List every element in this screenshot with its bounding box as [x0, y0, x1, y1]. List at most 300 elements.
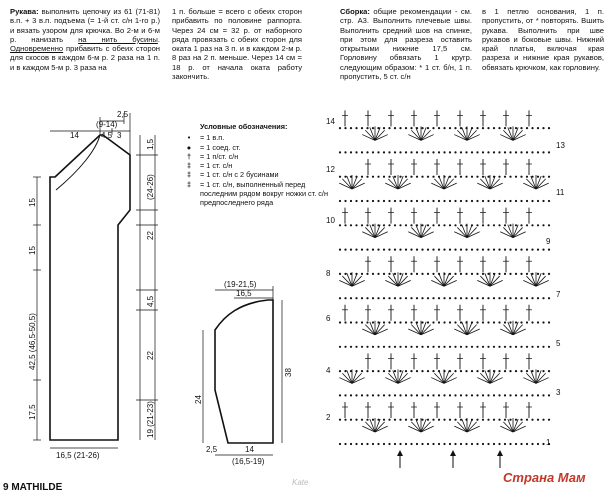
chain-stitch [443, 419, 445, 421]
chain-stitch [421, 273, 423, 275]
chain-stitch [372, 297, 374, 299]
chain-stitch [515, 176, 517, 178]
chain-stitch [344, 224, 346, 226]
chain-stitch [394, 127, 396, 129]
chain-stitch [438, 443, 440, 445]
chain-stitch [465, 394, 467, 396]
chain-stitch [454, 176, 456, 178]
chain-stitch [344, 321, 346, 323]
chain-stitch [388, 346, 390, 348]
fan-stitch [352, 276, 362, 286]
chain-stitch [388, 321, 390, 323]
chain-stitch [339, 419, 341, 421]
chain-stitch [515, 419, 517, 421]
fan-stitch [444, 276, 454, 286]
chain-stitch [421, 321, 423, 323]
chain-stitch [520, 443, 522, 445]
assembly-text-cont: в 1 петлю основания, 1 п. пропустить, от * повторять. Вшить рукава. Выполнить при шве рукавов и боковые швы. Нижний край платья, включая края разреза и нижние края рукавов, обвязать крючком, как горловину. [482, 7, 604, 72]
chain-stitch [388, 273, 390, 275]
chain-stitch [548, 127, 550, 129]
chain-stitch [526, 127, 528, 129]
chain-stitch [548, 224, 550, 226]
chain-stitch [427, 127, 429, 129]
chain-stitch [443, 151, 445, 153]
chain-stitch [537, 370, 539, 372]
chain-stitch [542, 200, 544, 202]
chain-stitch [460, 200, 462, 202]
chain-stitch [416, 273, 418, 275]
chain-stitch [438, 249, 440, 251]
chain-stitch [405, 224, 407, 226]
chain-stitch [372, 249, 374, 251]
chain-stitch [487, 151, 489, 153]
chain-stitch [350, 200, 352, 202]
fan-stitch [513, 130, 523, 140]
chain-stitch [509, 346, 511, 348]
dim-label: 2,5 [117, 110, 129, 119]
chain-stitch [366, 151, 368, 153]
chain-stitch [531, 224, 533, 226]
chain-stitch [383, 200, 385, 202]
chain-stitch [339, 443, 341, 445]
chain-stitch [399, 224, 401, 226]
fan-stitch [411, 227, 421, 237]
chain-stitch [383, 394, 385, 396]
dim-label: 4,5 [101, 131, 113, 140]
legend-symbol: • [187, 133, 191, 143]
fan-stitch [444, 179, 454, 189]
fan-stitch [375, 227, 385, 237]
chain-stitch [542, 273, 544, 275]
chain-stitch [465, 200, 467, 202]
chain-stitch [399, 370, 401, 372]
chain-stitch [493, 200, 495, 202]
row-number-right: 9 [546, 237, 551, 246]
chain-stitch [526, 394, 528, 396]
chain-stitch [377, 176, 379, 178]
fan-stitch [480, 276, 490, 286]
chain-stitch [410, 127, 412, 129]
chain-stitch [405, 249, 407, 251]
fan-stitch [513, 325, 523, 335]
chain-stitch [394, 249, 396, 251]
chain-stitch [537, 394, 539, 396]
chain-stitch [339, 273, 341, 275]
chain-stitch [454, 370, 456, 372]
chain-stitch [504, 273, 506, 275]
chain-stitch [443, 127, 445, 129]
chain-stitch [427, 297, 429, 299]
row-number-left: 14 [326, 117, 335, 126]
chain-stitch [460, 151, 462, 153]
start-arrow-head [397, 450, 403, 456]
fan-stitch [421, 325, 431, 335]
chain-stitch [520, 273, 522, 275]
chain-stitch [515, 346, 517, 348]
chain-stitch [476, 321, 478, 323]
chain-stitch [432, 419, 434, 421]
fan-stitch [467, 422, 477, 432]
chain-stitch [361, 370, 363, 372]
chain-stitch [509, 419, 511, 421]
chain-stitch [454, 346, 456, 348]
chain-stitch [361, 297, 363, 299]
row-number-left: 8 [326, 269, 331, 278]
fan-stitch [536, 179, 546, 189]
chain-stitch [383, 443, 385, 445]
fan-stitch [411, 325, 421, 335]
chain-stitch [350, 297, 352, 299]
fan-stitch [490, 276, 500, 286]
chain-stitch [361, 346, 363, 348]
chain-stitch [498, 321, 500, 323]
chain-stitch [344, 200, 346, 202]
chain-stitch [388, 249, 390, 251]
chain-stitch [465, 273, 467, 275]
chain-stitch [542, 249, 544, 251]
dim-label: 14 [245, 445, 254, 454]
chain-stitch [482, 370, 484, 372]
assembly-text: общие рекомендации - см. стр. А3. Выполнить плечевые швы. Выполнить средний шов на спинке, при этом для разреза оставить открытыми нижние 17,5 см. Горловину обвязать 1 кругр. следующим образом: * 1 ст. б/н, 1 п. пропустить, 5 ст. с/н [340, 7, 472, 82]
chain-stitch [421, 297, 423, 299]
chain-stitch [394, 224, 396, 226]
chain-stitch [548, 370, 550, 372]
chain-stitch [344, 370, 346, 372]
chain-stitch [487, 443, 489, 445]
chain-stitch [487, 249, 489, 251]
chain-stitch [421, 151, 423, 153]
chain-stitch [443, 297, 445, 299]
chain-stitch [498, 127, 500, 129]
fan-stitch [457, 227, 467, 237]
chain-stitch [416, 346, 418, 348]
fan-stitch [398, 373, 408, 383]
chain-stitch [537, 273, 539, 275]
chain-stitch [410, 200, 412, 202]
legend-symbol: ‡ [186, 161, 192, 171]
chain-stitch [537, 297, 539, 299]
chain-stitch [487, 224, 489, 226]
chain-stitch [542, 346, 544, 348]
chain-stitch [449, 127, 451, 129]
chain-stitch [515, 249, 517, 251]
legend-label: = 1 п/ст. с/н [200, 151, 239, 161]
row-number-left: 10 [326, 216, 335, 225]
chain-stitch [460, 346, 462, 348]
chain-stitch [515, 224, 517, 226]
chain-stitch [526, 224, 528, 226]
chain-stitch [383, 249, 385, 251]
chain-stitch [361, 321, 363, 323]
chain-stitch [366, 443, 368, 445]
row-number-right: 5 [556, 339, 561, 348]
chain-stitch [432, 346, 434, 348]
chain-stitch [377, 200, 379, 202]
credit-watermark: Kate [292, 478, 309, 487]
chain-stitch [438, 321, 440, 323]
chain-stitch [355, 224, 357, 226]
legend-label: = 1 ст. с/н с 2 бусинами [200, 170, 279, 180]
chain-stitch [449, 249, 451, 251]
chain-stitch [410, 249, 412, 251]
chain-stitch [361, 249, 363, 251]
chain-stitch [405, 443, 407, 445]
legend-title: Условные обозначения: [200, 122, 288, 131]
chain-stitch [471, 370, 473, 372]
chain-stitch [405, 370, 407, 372]
chain-stitch [350, 346, 352, 348]
chain-stitch [542, 176, 544, 178]
chain-stitch [383, 370, 385, 372]
chain-stitch [487, 127, 489, 129]
chain-stitch [498, 370, 500, 372]
chain-stitch [432, 297, 434, 299]
chain-stitch [339, 176, 341, 178]
chain-stitch [542, 443, 544, 445]
sleeve-text-1: выполнить цепочку из 61 (71-81) в.п. + 3 в.п. подъема (= 1-й ст. с/н 1-го р.) и вязать узором для крючка. Во 2-м и 6-м р. нанизать [10, 7, 160, 44]
fan-stitch [457, 130, 467, 140]
chain-stitch [460, 370, 462, 372]
chain-stitch [383, 321, 385, 323]
chain-stitch [388, 224, 390, 226]
chain-stitch [476, 297, 478, 299]
chain-stitch [471, 394, 473, 396]
chain-stitch [498, 346, 500, 348]
fan-stitch [388, 373, 398, 383]
chain-stitch [509, 176, 511, 178]
chain-stitch [366, 273, 368, 275]
chain-stitch [531, 346, 533, 348]
chain-stitch [421, 249, 423, 251]
sleeve-text-2: . [157, 34, 160, 44]
chain-stitch [537, 200, 539, 202]
chain-stitch [438, 200, 440, 202]
chain-stitch [372, 346, 374, 348]
start-arrow-head [497, 450, 503, 456]
chain-stitch [509, 273, 511, 275]
chain-stitch [476, 249, 478, 251]
chain-stitch [344, 127, 346, 129]
chain-stitch [350, 224, 352, 226]
chain-stitch [542, 224, 544, 226]
chain-stitch [465, 443, 467, 445]
fan-stitch [513, 422, 523, 432]
chain-stitch [476, 127, 478, 129]
chain-stitch [432, 443, 434, 445]
chain-stitch [542, 297, 544, 299]
chain-stitch [520, 419, 522, 421]
chain-stitch [427, 176, 429, 178]
chain-stitch [383, 224, 385, 226]
chain-stitch [372, 151, 374, 153]
chain-stitch [498, 273, 500, 275]
dim-label: 15 [28, 198, 37, 207]
chain-stitch [537, 321, 539, 323]
chain-stitch [509, 443, 511, 445]
chain-stitch [526, 273, 528, 275]
chain-stitch [449, 151, 451, 153]
chain-stitch [339, 321, 341, 323]
chain-stitch [482, 151, 484, 153]
chain-stitch [504, 176, 506, 178]
chain-stitch [399, 151, 401, 153]
chain-stitch [509, 200, 511, 202]
chain-stitch [526, 200, 528, 202]
chain-stitch [416, 176, 418, 178]
chain-stitch [487, 419, 489, 421]
start-arrow-head [450, 450, 456, 456]
chain-stitch [493, 249, 495, 251]
chain-stitch [520, 127, 522, 129]
chain-stitch [350, 151, 352, 153]
chain-stitch [542, 127, 544, 129]
chain-stitch [372, 419, 374, 421]
chain-stitch [482, 297, 484, 299]
chain-stitch [520, 249, 522, 251]
chain-stitch [421, 200, 423, 202]
chain-stitch [498, 297, 500, 299]
chain-stitch [476, 200, 478, 202]
chain-stitch [454, 321, 456, 323]
chain-stitch [405, 297, 407, 299]
fan-stitch [536, 373, 546, 383]
chain-stitch [476, 273, 478, 275]
fan-stitch [490, 179, 500, 189]
chain-stitch [421, 370, 423, 372]
chain-stitch [399, 200, 401, 202]
chain-stitch [366, 127, 368, 129]
chain-stitch [449, 394, 451, 396]
dim-label: 15 [28, 246, 37, 255]
chain-stitch [405, 151, 407, 153]
assembly-heading: Сборка: [340, 7, 370, 16]
chain-stitch [372, 224, 374, 226]
dim-label: 4,5 [146, 295, 155, 307]
chain-stitch [383, 176, 385, 178]
chain-stitch [465, 249, 467, 251]
chain-stitch [493, 321, 495, 323]
chain-stitch [383, 297, 385, 299]
chain-stitch [350, 321, 352, 323]
chain-stitch [383, 151, 385, 153]
chain-stitch [394, 273, 396, 275]
chain-stitch [449, 200, 451, 202]
chain-stitch [493, 127, 495, 129]
dim-label: 38 [284, 368, 293, 377]
chain-stitch [383, 419, 385, 421]
chain-stitch [542, 419, 544, 421]
fan-stitch [421, 422, 431, 432]
chain-stitch [366, 370, 368, 372]
chain-stitch [405, 419, 407, 421]
chain-stitch [531, 321, 533, 323]
chain-stitch [438, 394, 440, 396]
chain-stitch [377, 443, 379, 445]
chain-stitch [443, 394, 445, 396]
fan-stitch [457, 325, 467, 335]
chain-stitch [388, 151, 390, 153]
chain-stitch [548, 176, 550, 178]
chain-stitch [476, 224, 478, 226]
fan-stitch [536, 276, 546, 286]
chain-stitch [399, 127, 401, 129]
chain-stitch [427, 443, 429, 445]
chain-stitch [366, 200, 368, 202]
fan-stitch [342, 276, 352, 286]
chain-stitch [493, 419, 495, 421]
chain-stitch [504, 419, 506, 421]
chain-stitch [427, 394, 429, 396]
chain-stitch [471, 273, 473, 275]
chain-stitch [355, 419, 357, 421]
chain-stitch [410, 394, 412, 396]
chain-stitch [460, 249, 462, 251]
dim-label: 17,5 [28, 404, 37, 420]
dim-label: 16,5 [236, 289, 252, 298]
chain-stitch [520, 200, 522, 202]
chain-stitch [449, 297, 451, 299]
chain-stitch [482, 443, 484, 445]
row-number-left: 12 [326, 165, 335, 174]
chain-stitch [394, 394, 396, 396]
chain-stitch [520, 176, 522, 178]
legend-symbol: ● [186, 142, 192, 152]
chain-stitch [388, 370, 390, 372]
chain-stitch [504, 200, 506, 202]
chain-stitch [548, 321, 550, 323]
sleeve-text-cont: 1 п. больше = всего с обеих сторон прибавить по половине раппорта. Через 24 см = 32 р. от наборного ряда провязать с обеих сторон для оката 1 раз на 3 п. и в каждом 2-м р. 8 раз на 2 п. меньше. Через 14 см = 18 р. от начала оката работу закончить. [172, 7, 302, 82]
chain-stitch [344, 346, 346, 348]
chain-stitch [399, 249, 401, 251]
chain-stitch [399, 321, 401, 323]
chain-stitch [465, 151, 467, 153]
chain-stitch [339, 127, 341, 129]
chain-stitch [416, 151, 418, 153]
chain-stitch [498, 443, 500, 445]
chain-stitch [427, 200, 429, 202]
chain-stitch [520, 394, 522, 396]
chain-stitch [504, 224, 506, 226]
chain-stitch [355, 394, 357, 396]
row-number-left: 6 [326, 314, 331, 323]
chain-stitch [509, 370, 511, 372]
chain-stitch [548, 346, 550, 348]
chain-stitch [526, 346, 528, 348]
chain-stitch [542, 394, 544, 396]
chain-stitch [498, 151, 500, 153]
chain-stitch [355, 443, 357, 445]
chain-stitch [372, 273, 374, 275]
chain-stitch [366, 394, 368, 396]
row-number-left: 2 [326, 413, 331, 422]
dim-label: 1,5 [146, 138, 155, 150]
chain-stitch [515, 297, 517, 299]
fan-stitch [365, 422, 375, 432]
chain-stitch [537, 249, 539, 251]
chain-stitch [427, 151, 429, 153]
chain-stitch [405, 176, 407, 178]
chain-stitch [355, 346, 357, 348]
chain-stitch [509, 127, 511, 129]
row-number-right: 3 [556, 388, 561, 397]
chain-stitch [438, 127, 440, 129]
site-watermark: Страна Мам [503, 470, 586, 485]
chain-stitch [394, 443, 396, 445]
chain-stitch [416, 200, 418, 202]
chain-stitch [498, 394, 500, 396]
chain-stitch [476, 176, 478, 178]
chain-stitch [509, 321, 511, 323]
